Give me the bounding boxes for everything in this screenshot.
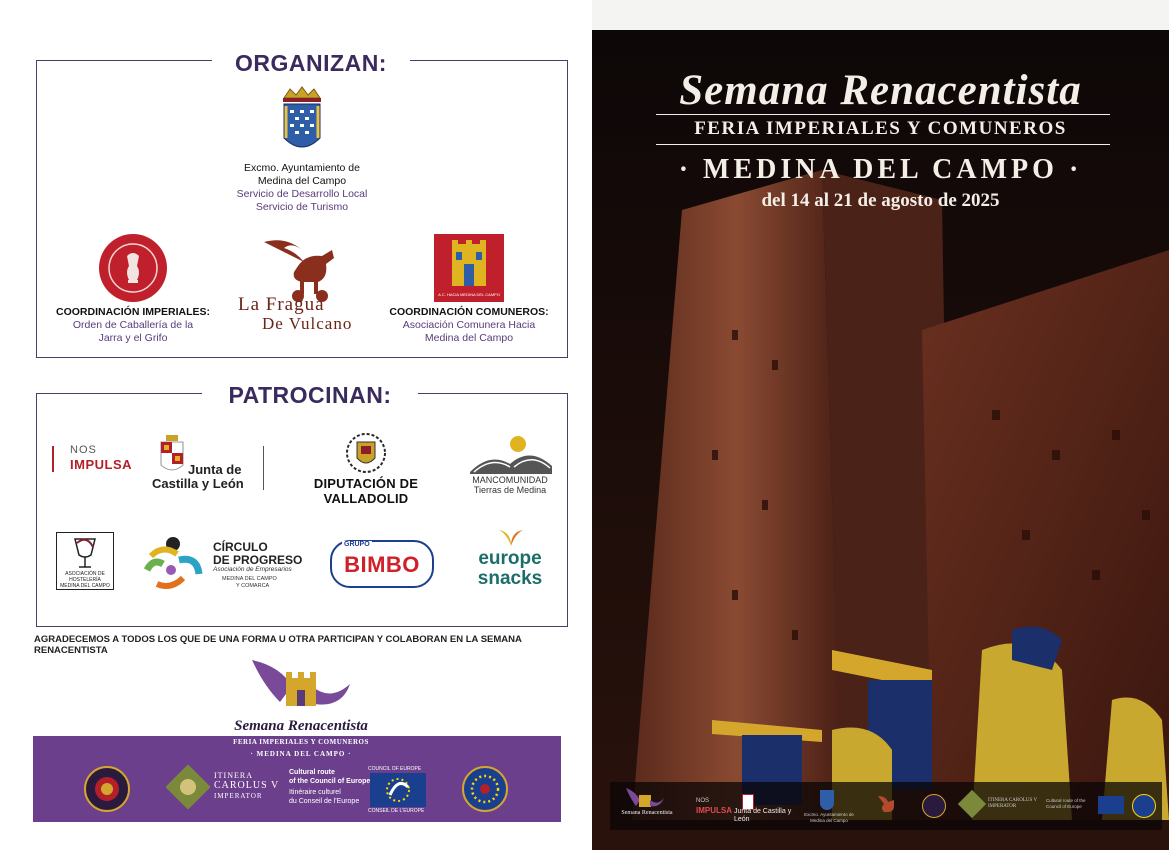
organizan-title: ORGANIZAN: (212, 50, 410, 77)
event-logo-title: Semana Renacentista (234, 718, 368, 734)
circulo-line4: MEDINA DEL CAMPO (222, 576, 277, 582)
europe-line2: snacks (477, 568, 543, 589)
junta-divider (263, 446, 264, 490)
comuneros-logo-text: A.C. HACIA MEDINA DEL CAMPO (438, 292, 500, 297)
junta-line1: Junta de (188, 462, 242, 477)
europe-snacks-leaf-icon (497, 528, 525, 548)
bimbo-text: BIMBO (344, 552, 420, 577)
europe-line1: europe (478, 548, 542, 569)
poster-strip-coe-flag-icon (1098, 796, 1124, 814)
circulo-line2: DE PROGRESO (213, 553, 303, 567)
coe-top-text: COUNCIL OF EUROPE (368, 766, 422, 772)
poster-strip-nos: NOS (696, 798, 710, 804)
castle-photo-background-icon (592, 30, 1169, 850)
circulo-line3: Asociación de Empresarios (213, 566, 292, 573)
jarra-grifo-seal-icon (97, 232, 169, 304)
comuneros-line1: Asociación Comunera Hacia (402, 319, 536, 331)
poster-rule-bottom (656, 144, 1110, 145)
poster-strip-carolus: ITINERA CAROLUS V IMPERATOR (988, 798, 1037, 809)
ayuntamiento-line2: Medina del Campo (257, 175, 347, 187)
mancomunidad-line2: Tierras de Medina (473, 485, 547, 495)
poster-strip-coe-text: Cultural route of the Council of Europe (1046, 798, 1086, 809)
circulo-progreso-icon (143, 534, 205, 590)
coe-bottom-text: CONSEIL DE L'EUROPE (368, 808, 425, 814)
patrocinan-title: PATROCINAN: (202, 382, 418, 409)
poster-subtitle: FERIA IMPERIALES Y COMUNEROS (694, 118, 1067, 139)
nos-text: NOS (70, 444, 97, 456)
ayuntamiento-line4: Servicio de Turismo (255, 201, 349, 213)
circulo-line5: Y COMARCA (236, 583, 270, 589)
comuneros-logo-icon (434, 234, 504, 302)
nos-impulsa-divider (52, 446, 54, 472)
coe-flag-icon (370, 773, 426, 807)
diputacion-text: DIPUTACIÓN DE VALLADOLID (313, 476, 419, 506)
footer-stars-icon (462, 766, 508, 812)
ayuntamiento-line1: Excmo. Ayuntamiento de (244, 162, 360, 174)
poster-place: · MEDINA DEL CAMPO · (678, 154, 1083, 185)
comuneros-line2: Medina del Campo (424, 332, 514, 344)
poster-dates: del 14 al 21 de agosto de 2025 (761, 190, 1000, 211)
comuneros-title: COORDINACIÓN COMUNEROS: (389, 306, 549, 318)
circulo-line1: CÍRCULO (213, 540, 268, 554)
impulsa-text: IMPULSA (70, 457, 132, 472)
imperiales-line1: Orden de Caballería de la (72, 319, 194, 331)
imperiales-line2: Jarra y el Grifo (98, 332, 168, 344)
mancomunidad-line1: MANCOMUNIDAD (472, 475, 548, 485)
poster-strip-ayto: Excmo. Ayuntamiento de Medina del Campo (804, 812, 854, 823)
fragua-line1: La Fragua (238, 294, 325, 315)
event-logo-sub2: · MEDINA DEL CAMPO · (250, 750, 352, 758)
poster-strip-pegasus-icon (876, 794, 898, 816)
footer-seal-icon (84, 766, 130, 812)
cultural-line3: Itinéraire culturel (289, 789, 341, 796)
thanks-text: AGRADECEMOS A TODOS LOS QUE DE UNA FORMA U OTRA PARTICIPAN Y COLABORAN EN LA SEMANA RENACENTISTA (34, 634, 522, 656)
junta-line2: Castilla y León (152, 476, 244, 491)
mancomunidad-logo-icon (470, 434, 552, 474)
event-castle-logo-icon (250, 656, 354, 714)
itinera-line2: CAROLUS V (214, 780, 280, 791)
poster-strip-castle-icon (624, 786, 666, 810)
poster-title: Semana Renacentista (679, 67, 1082, 114)
ayuntamiento-line3: Servicio de Desarrollo Local (236, 188, 368, 200)
itinera-line3: IMPERATOR (214, 792, 263, 800)
poster-rule-top (656, 114, 1110, 115)
poster-strip-junta: Junta de Castilla y León (734, 808, 792, 823)
cultural-line2: of the Council of Europe (289, 778, 371, 785)
imperiales-title: COORDINACIÓN IMPERIALES: (55, 306, 210, 318)
patrocinan-box (36, 393, 568, 627)
poster-strip-stars-icon (1132, 794, 1156, 818)
itinera-logo-icon (166, 765, 210, 809)
fragua-line2: De Vulcano (262, 314, 353, 333)
poster-strip-impulsa: IMPULSA (696, 806, 732, 815)
cultural-line1: Cultural route (289, 769, 335, 776)
bimbo-logo (330, 540, 434, 588)
event-logo-sub1: FERIA IMPERIALES Y COMUNEROS (233, 738, 369, 746)
hosteleria-glass-icon (57, 533, 113, 573)
ayuntamiento-shield-icon (280, 86, 324, 160)
diputacion-crest-icon (345, 432, 387, 474)
junta-shield-icon (160, 435, 184, 475)
itinera-line1: ITINERA (214, 771, 253, 780)
hosteleria-text: ASOCIACIÓN DE HOSTELERÍA MEDINA DEL CAMPO (60, 571, 110, 589)
poster-strip-ayto-shield-icon (820, 790, 834, 810)
right-page (592, 30, 1169, 850)
poster-strip-sr: Semana Renacentista (621, 810, 673, 816)
hosteleria-logo (56, 532, 114, 590)
bimbo-group-text: GRUPO (344, 541, 370, 548)
poster-strip-seal-icon (922, 794, 946, 818)
cultural-line4: du Conseil de l'Europe (289, 798, 360, 805)
